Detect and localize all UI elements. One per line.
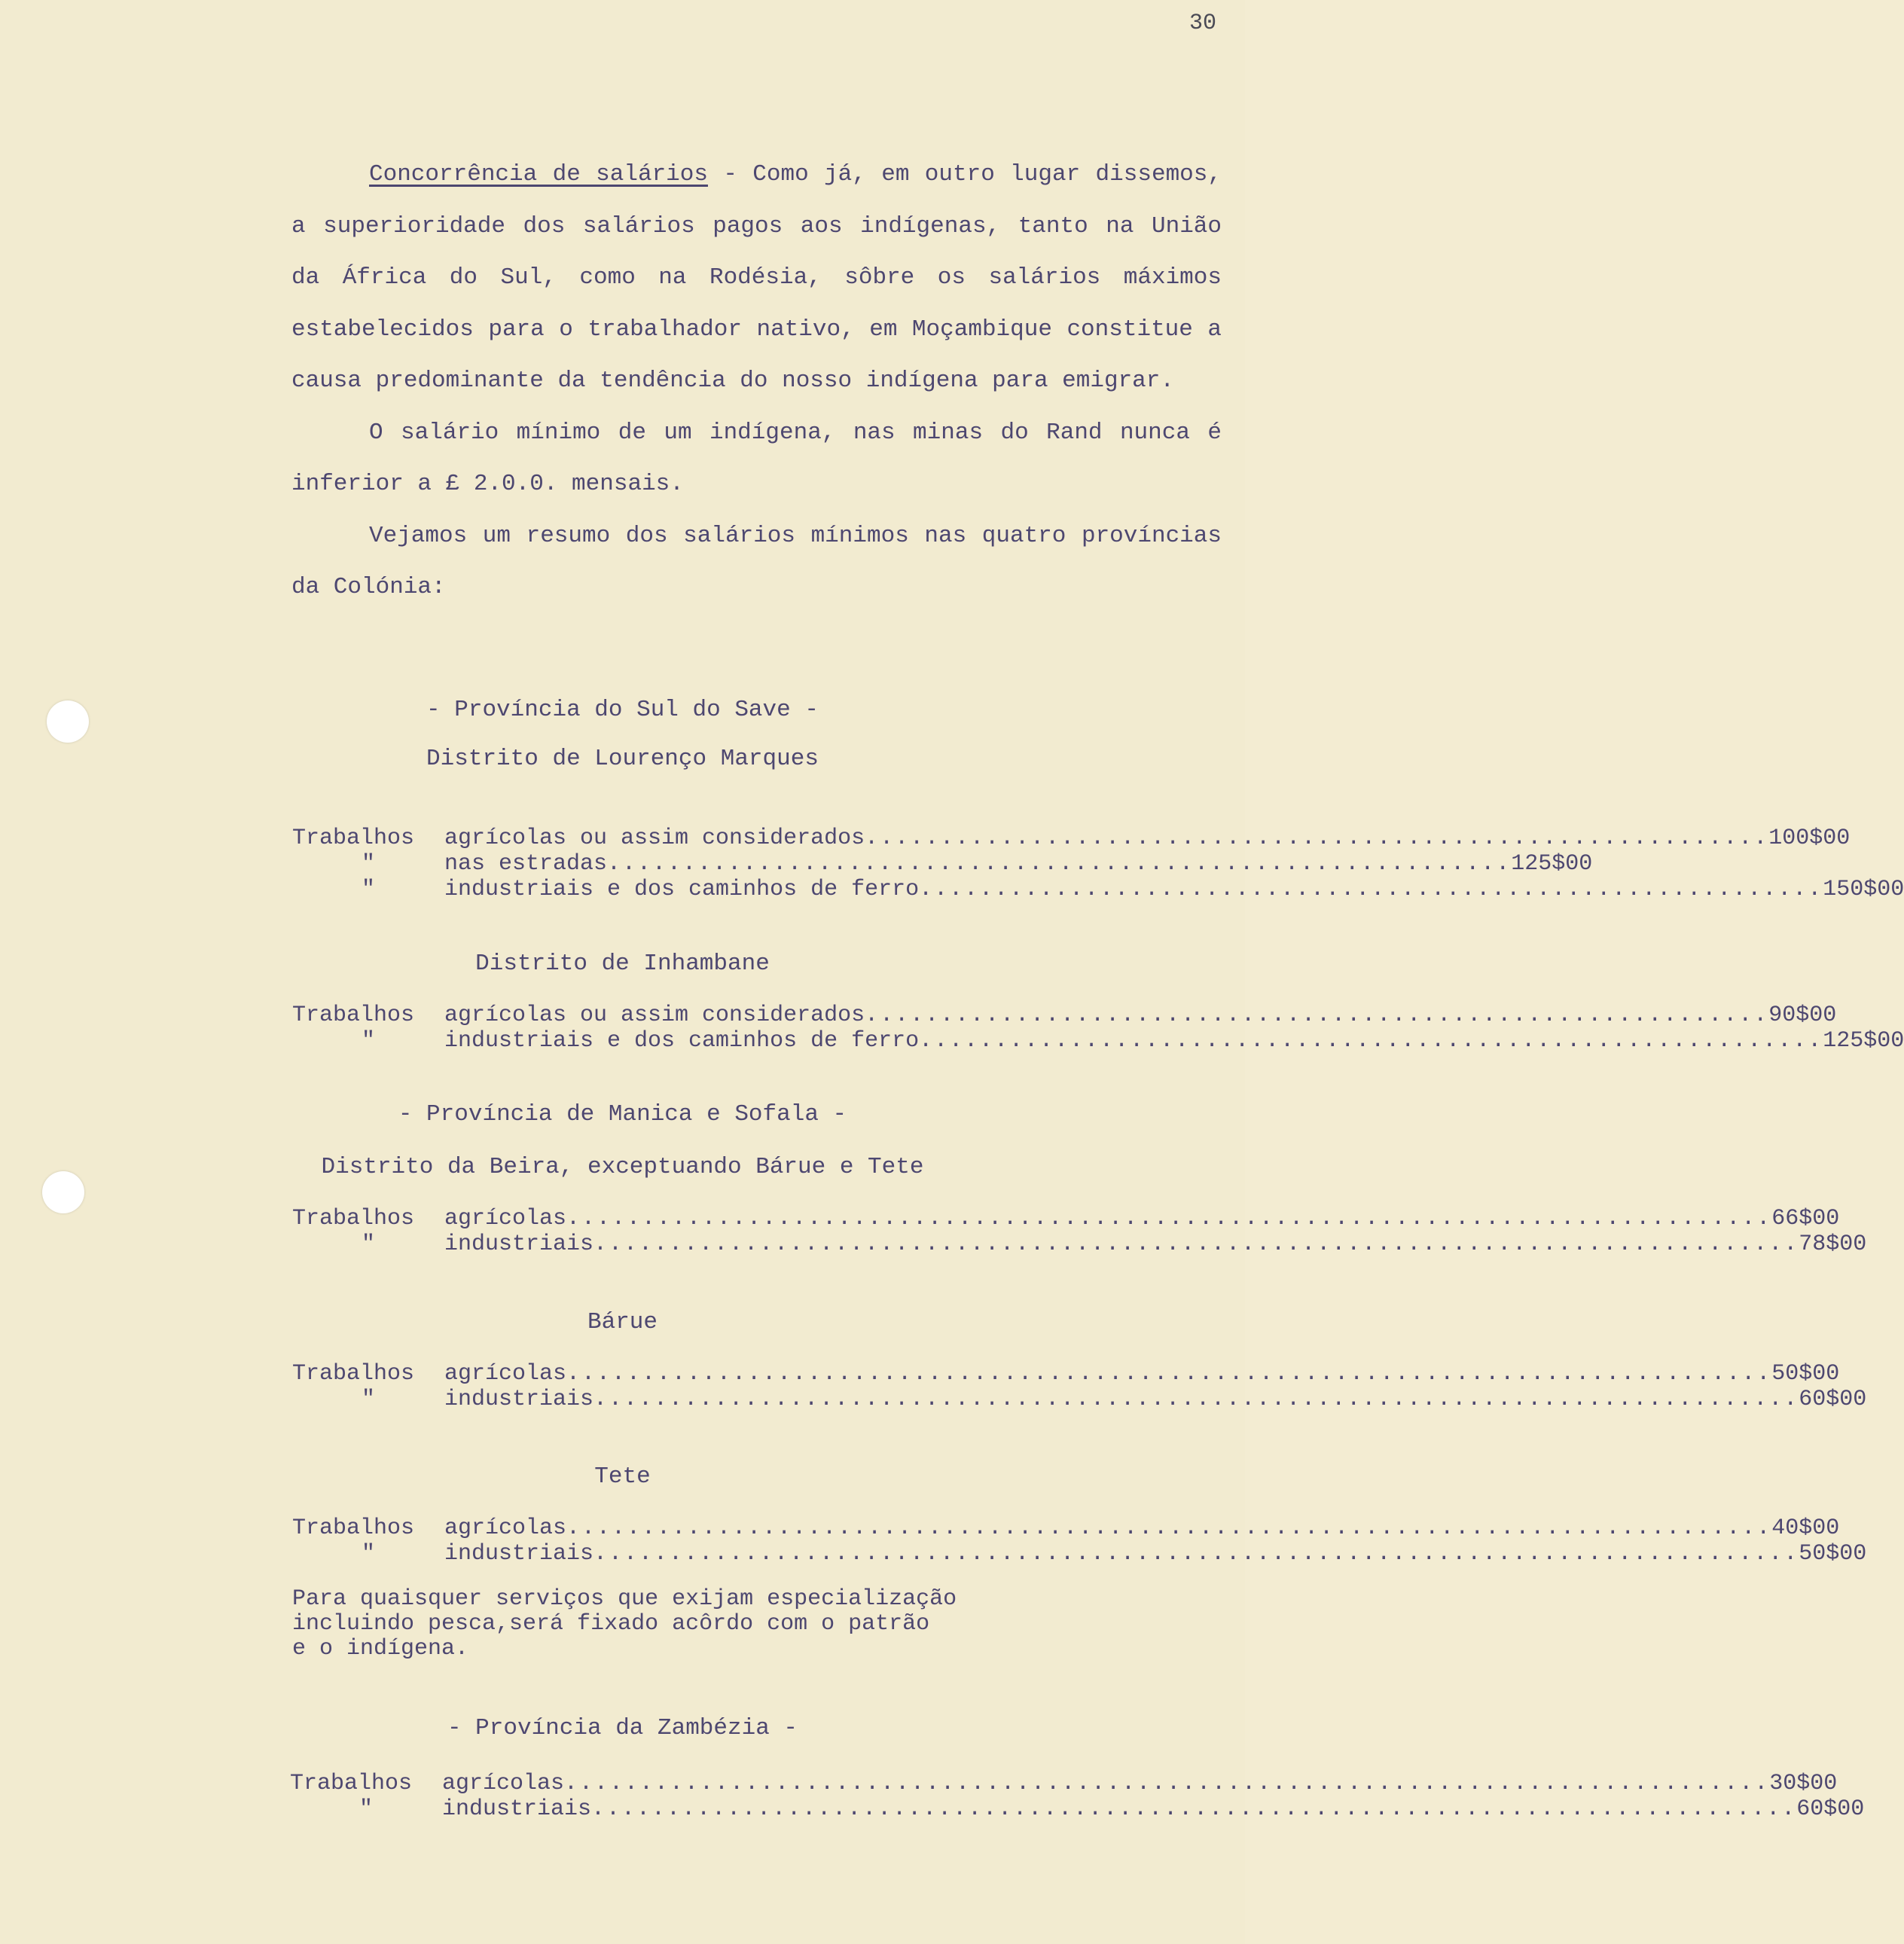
row-lead: " (361, 1387, 375, 1412)
leader-dots: ............................................................ (919, 1028, 1823, 1054)
wage-row (290, 1796, 1865, 1823)
row-value: 66$00 (1771, 1206, 1840, 1231)
wage-row (292, 876, 1904, 903)
row-value: 100$00 (1768, 826, 1851, 851)
row-value: 125$00 (1511, 851, 1593, 877)
wage-row (292, 1002, 1837, 1029)
specialization-note: Para quaisquer serviços que exijam especialização incluindo pesca,será fixado acôrdo com o patrão e o indígena. (292, 1586, 957, 1662)
row-value: 60$00 (1799, 1387, 1867, 1412)
row-lead: " (361, 1541, 375, 1567)
leader-dots: ................................................................................ (593, 1231, 1799, 1257)
row-label: industriais e dos caminhos de ferro (444, 877, 920, 902)
row-label: agrícolas (444, 1361, 567, 1387)
row-lead: Trabalhos (292, 1515, 415, 1541)
row-label: agrícolas (444, 1515, 567, 1541)
row-lead: " (361, 851, 375, 877)
row-label: industriais (444, 1387, 594, 1412)
row-label: industriais (442, 1796, 592, 1822)
row-lead: Trabalhos (292, 826, 415, 851)
row-lead: Trabalhos (292, 1361, 415, 1387)
province-sul-do-save: - Província do Sul do Save - (426, 697, 819, 723)
wage-row (290, 1770, 1838, 1797)
row-value: 125$00 (1823, 1028, 1904, 1054)
district-tete: Tete (594, 1463, 651, 1490)
leader-dots: ............................................................ (919, 877, 1823, 902)
wage-row (292, 1027, 1904, 1054)
row-lead: Trabalhos (292, 1003, 415, 1028)
paragraph-2: O salário mínimo de um indígena, nas minas do Rand nunca é inferior a £ 2.0.0. mensais. (291, 419, 1222, 497)
row-label: agrícolas ou assim considerados (444, 826, 865, 851)
wage-row (292, 825, 1851, 852)
wage-row (292, 1515, 1840, 1542)
leader-dots: ................................................................................ (566, 1361, 1772, 1387)
row-value: 50$00 (1799, 1541, 1867, 1567)
body-text (291, 149, 1222, 614)
district-beira: Distrito da Beira, exceptuando Bárue e Tete (321, 1154, 924, 1180)
paragraph-1 (291, 149, 1222, 407)
district-barue: Bárue (587, 1309, 658, 1335)
row-label: industriais e dos caminhos de ferro (444, 1028, 920, 1054)
section-heading: Concorrência de salários (369, 161, 708, 188)
province-manica-sofala: - Província de Manica e Sofala - (398, 1101, 847, 1128)
row-value: 40$00 (1771, 1515, 1840, 1541)
row-value: 60$00 (1796, 1796, 1865, 1822)
leader-dots: ............................................................ (607, 851, 1512, 877)
row-value: 78$00 (1799, 1231, 1867, 1257)
district-lourenco-marques: Distrito de Lourenço Marques (426, 746, 819, 772)
row-label: agrícolas (442, 1771, 565, 1796)
leader-dots: ................................................................................ (566, 1206, 1772, 1231)
row-label: agrícolas ou assim considerados (444, 1003, 865, 1028)
page-number: 30 (1188, 11, 1216, 36)
wage-row (292, 1231, 1867, 1258)
wage-row (292, 1386, 1867, 1413)
row-lead: Trabalhos (290, 1771, 413, 1796)
row-value: 90$00 (1768, 1003, 1837, 1028)
row-lead: " (361, 1028, 375, 1054)
paragraph-3: Vejamos um resumo dos salários mínimos nas quatro províncias da Colónia: (291, 522, 1222, 600)
row-value: 150$00 (1823, 877, 1904, 902)
row-label: agrícolas (444, 1206, 567, 1231)
leader-dots: ................................................................................ (593, 1541, 1799, 1567)
wage-row (292, 1360, 1840, 1387)
row-label: nas estradas (444, 851, 608, 877)
row-lead: " (359, 1796, 373, 1822)
wage-row (292, 1540, 1867, 1567)
leader-dots: ............................................................ (865, 826, 1769, 851)
row-value: 50$00 (1771, 1361, 1840, 1387)
district-inhambane: Distrito de Inhambane (475, 951, 770, 977)
row-lead: Trabalhos (292, 1206, 415, 1231)
leader-dots: ................................................................................ (591, 1796, 1797, 1822)
paragraph-1-text: - Como já, em outro lugar dissemos, a superioridade dos salários pagos aos indígenas, tanto na União da África do Sul, como na Rodésia, sôbre os salários máximos estabelecidos para o trabalhador nativo, em Moçambique constitue a causa predominante da tendência do nosso indígena para emigrar. (291, 161, 1222, 394)
row-lead: " (361, 1231, 375, 1257)
leader-dots: ................................................................................ (564, 1771, 1770, 1796)
leader-dots: ............................................................ (865, 1003, 1769, 1028)
leader-dots: ................................................................................ (593, 1387, 1799, 1412)
leader-dots: ................................................................................ (566, 1515, 1772, 1541)
wage-row (292, 850, 1593, 877)
province-zambezia: - Província da Zambézia - (447, 1715, 798, 1741)
row-value: 30$00 (1769, 1771, 1838, 1796)
row-lead: " (361, 877, 375, 902)
row-label: industriais (444, 1541, 594, 1567)
wage-row (292, 1205, 1840, 1232)
row-label: industriais (444, 1231, 594, 1257)
